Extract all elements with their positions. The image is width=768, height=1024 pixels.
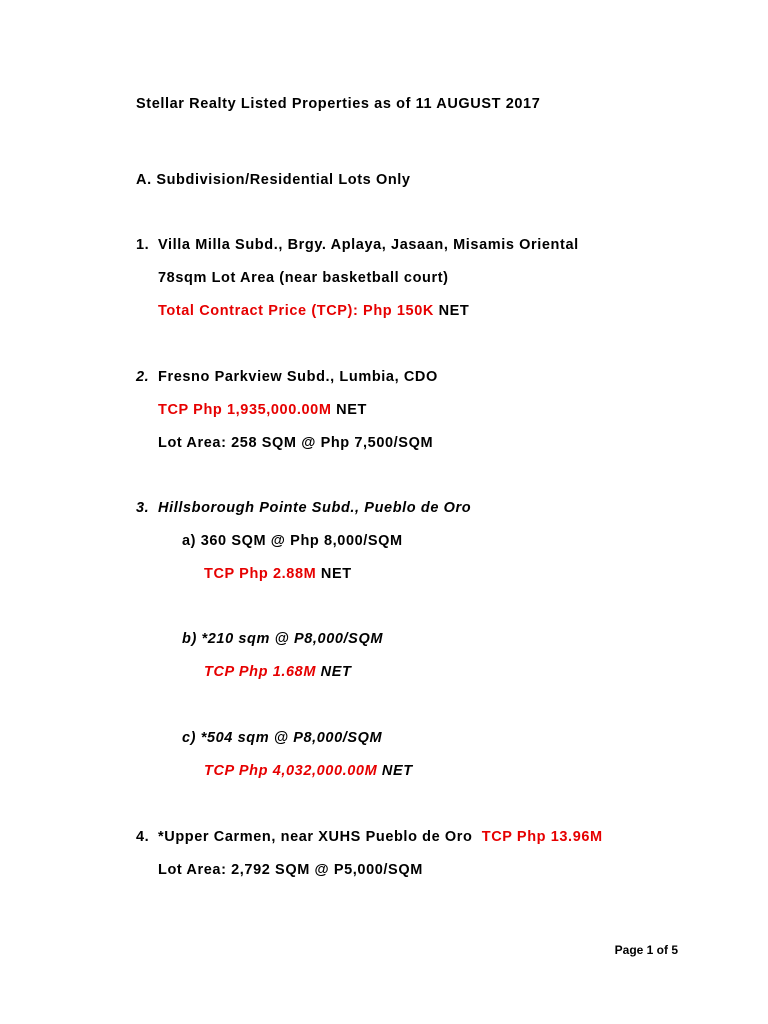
item-name: *Upper Carmen, near XUHS Pueblo de Oro bbox=[158, 829, 473, 845]
list-item bbox=[136, 368, 438, 386]
item-number: 4. bbox=[136, 829, 150, 845]
item-price-line bbox=[158, 302, 469, 320]
document-title: Stellar Realty Listed Properties as of 11 AUGUST 2017 bbox=[136, 96, 541, 112]
section-heading: A. Subdivision/Residential Lots Only bbox=[136, 172, 411, 188]
item-price: TCP Php 13.96M bbox=[481, 829, 603, 845]
item-number: 1. bbox=[136, 237, 150, 253]
sub-item-label: c) *504 sqm @ P8,000/SQM bbox=[182, 730, 383, 746]
net-label: NET bbox=[320, 566, 352, 582]
page-number: Page 1 of 5 bbox=[614, 943, 678, 957]
sub-item-price-line bbox=[204, 565, 352, 583]
net-label: NET bbox=[438, 303, 470, 319]
item-price: TCP Php 2.88M bbox=[204, 566, 317, 582]
sub-item-price-line bbox=[204, 663, 351, 681]
item-price: Total Contract Price (TCP): Php 150K bbox=[158, 303, 434, 319]
net-label: NET bbox=[320, 664, 352, 680]
item-price: TCP Php 1.68M bbox=[204, 664, 317, 680]
item-name: Fresno Parkview Subd., Lumbia, CDO bbox=[158, 369, 438, 385]
item-price: TCP Php 4,032,000.00M bbox=[204, 763, 378, 779]
sub-item-price-line bbox=[204, 762, 413, 780]
sub-item-label: b) *210 sqm @ P8,000/SQM bbox=[182, 631, 384, 647]
item-number: 3. bbox=[136, 500, 150, 516]
item-detail: Lot Area: 258 SQM @ Php 7,500/SQM bbox=[158, 435, 434, 451]
item-number: 2. bbox=[136, 369, 150, 385]
item-detail: Lot Area: 2,792 SQM @ P5,000/SQM bbox=[158, 862, 423, 878]
item-name: Hillsborough Pointe Subd., Pueblo de Oro bbox=[158, 500, 472, 516]
net-label: NET bbox=[336, 402, 367, 418]
item-price-line bbox=[158, 401, 367, 419]
item-detail: 78sqm Lot Area (near basketball court) bbox=[158, 270, 449, 286]
list-item bbox=[136, 499, 471, 517]
list-item bbox=[136, 236, 579, 254]
item-price: TCP Php 1,935,000.00M bbox=[158, 402, 332, 418]
sub-item-label: a) 360 SQM @ Php 8,000/SQM bbox=[182, 533, 403, 549]
list-item bbox=[136, 828, 603, 846]
net-label: NET bbox=[381, 763, 413, 779]
item-name: Villa Milla Subd., Brgy. Aplaya, Jasaan, Misamis Oriental bbox=[158, 237, 579, 253]
